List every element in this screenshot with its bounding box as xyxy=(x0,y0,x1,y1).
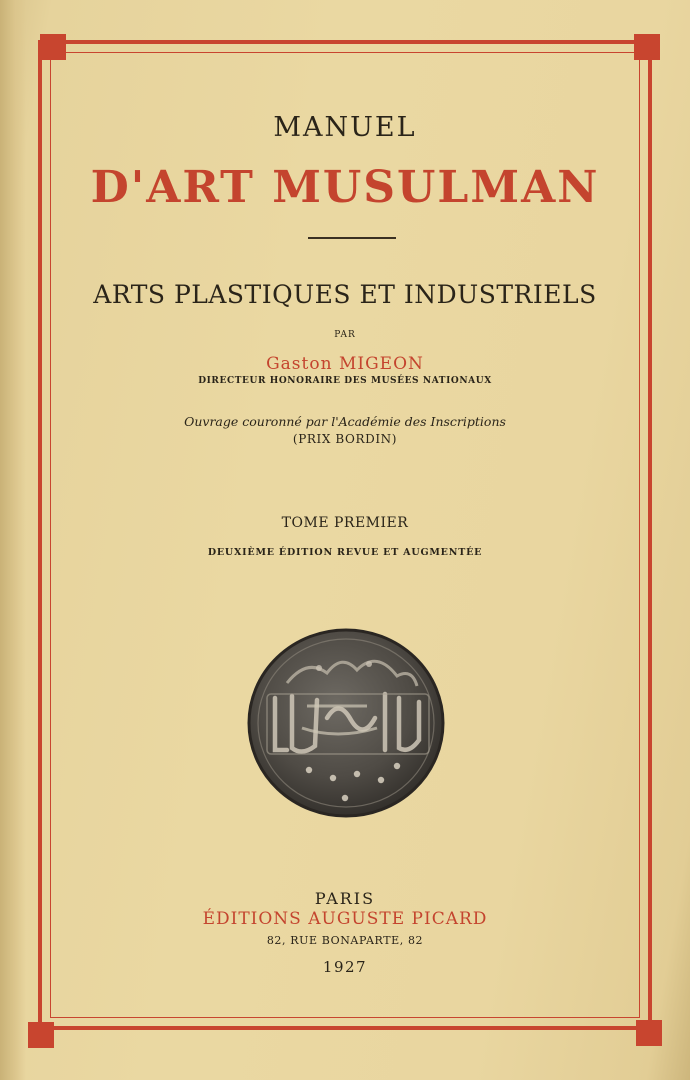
volume-label: TOME PREMIER xyxy=(281,515,409,531)
corner-ornament-top-right xyxy=(634,34,660,60)
by-label: PAR xyxy=(334,330,356,340)
author-role: DIRECTEUR HONORAIRE DES MUSÉES NATIONAUX xyxy=(198,376,492,386)
publication-year: 1927 xyxy=(322,958,368,976)
corner-ornament-bottom-left xyxy=(28,1022,54,1048)
corner-ornament-bottom-right xyxy=(636,1020,662,1046)
series-title: MANUEL xyxy=(273,112,417,143)
title-divider xyxy=(308,237,396,239)
author-name: Gaston MIGEON xyxy=(266,354,424,374)
prize-line: (PRIX BORDIN) xyxy=(292,432,398,446)
edition-label: DEUXIÈME ÉDITION REVUE ET AUGMENTÉE xyxy=(207,547,483,558)
corner-ornament-top-left xyxy=(40,34,66,60)
publisher-city: PARIS xyxy=(314,889,376,908)
subtitle: ARTS PLASTIQUES ET INDUSTRIELS xyxy=(93,280,597,309)
coin-medallion-icon xyxy=(247,628,445,818)
publisher-name: ÉDITIONS AUGUSTE PICARD xyxy=(202,909,488,929)
award-line: Ouvrage couronné par l'Académie des Inscriptions xyxy=(184,414,506,429)
main-title: D'ART MUSULMAN xyxy=(90,162,600,213)
publisher-address: 82, RUE BONAPARTE, 82 xyxy=(266,934,424,947)
